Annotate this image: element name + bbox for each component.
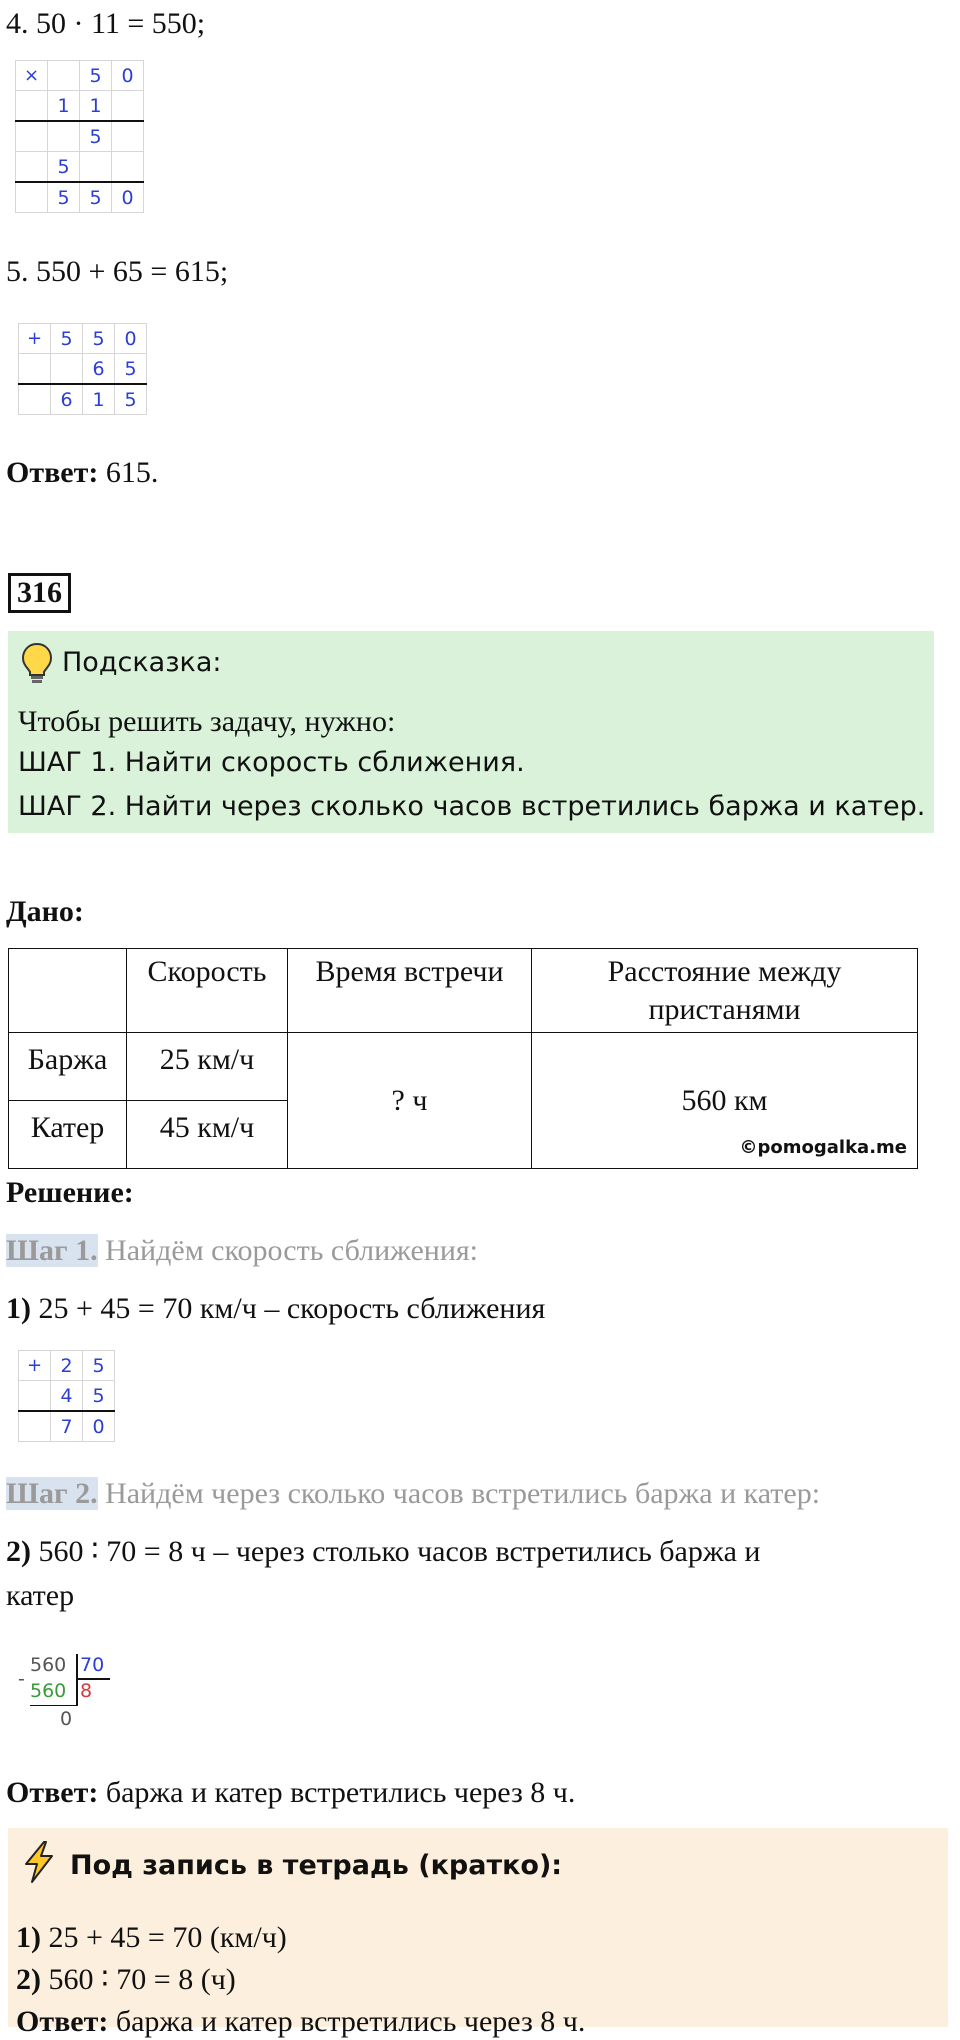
row-barge-name: Баржа: [9, 1033, 127, 1101]
watermark: ©pomogalka.me: [739, 1137, 907, 1158]
sol-step1-eq: 1) 25 + 45 = 70 км/ч – скорость сближения: [6, 1292, 546, 1325]
lightning-icon: [20, 1840, 58, 1884]
product: 560: [30, 1680, 67, 1702]
addition-grid: + 5 5 0 6 5 6 1 5: [18, 323, 147, 415]
hint-step-1: ШАГ 1. Найти скорость сближения.: [18, 747, 525, 778]
quotient: 8: [80, 1680, 93, 1702]
minus-sign: -: [18, 1668, 25, 1690]
given-table: [8, 948, 918, 1169]
hint-step-2: ШАГ 2. Найти через сколько часов встретились баржа и катер.: [18, 791, 926, 822]
lightbulb-icon: [20, 641, 54, 685]
header-empty: [9, 949, 127, 1033]
notebook-line-2: 2) 560 ∶ 70 = 8 (ч): [16, 1963, 236, 1996]
notebook-line-1: 1) 25 + 45 = 70 (км/ч): [16, 1921, 287, 1954]
sol-step1-heading: Шаг 1. Найдём скорость сближения:: [6, 1234, 479, 1267]
hint-title: Подсказка:: [62, 647, 222, 678]
sol-step2-eq: 2) 560 ∶ 70 = 8 ч – через столько часов встретились баржа и: [6, 1535, 761, 1568]
hint-intro: Чтобы решить задачу, нужно:: [18, 705, 396, 738]
step1-addition-grid: + 2 5 4 5 7 0: [18, 1350, 115, 1442]
answer-2: Ответ: баржа и катер встретились через 8 ч.: [6, 1776, 576, 1809]
multiplication-grid: × 5 0 1 1 5 5 5 5 0: [15, 60, 144, 213]
row-boat-name: Катер: [9, 1101, 127, 1169]
given-label: Дано:: [6, 895, 84, 928]
meeting-time: ? ч: [288, 1033, 532, 1169]
sol-step2-heading: Шаг 2. Найдём через сколько часов встретились баржа и катер:: [6, 1477, 821, 1510]
remainder: 0: [60, 1708, 73, 1730]
header-speed: Скорость: [127, 949, 288, 1033]
hint-box: [8, 631, 934, 833]
distance-cell: [532, 1033, 918, 1169]
row-boat-speed: 45 км/ч: [127, 1101, 288, 1169]
problem-number: 316: [8, 573, 71, 613]
long-division: [16, 1650, 126, 1740]
sol-step2-eq-cont: катер: [6, 1579, 75, 1612]
row-barge-speed: 25 км/ч: [127, 1033, 288, 1101]
header-distance: Расстояние между пристанями: [532, 949, 918, 1033]
step5-text: 5. 550 + 65 = 615;: [6, 255, 229, 288]
solution-label: Решение:: [6, 1176, 134, 1209]
answer-1: Ответ: 615.: [6, 456, 159, 489]
notebook-answer: Ответ: баржа и катер встретились через 8 ч.: [16, 2005, 586, 2038]
notebook-box: [8, 1828, 948, 2038]
dividend: 560: [30, 1654, 67, 1676]
header-time: Время встречи: [288, 949, 532, 1033]
distance-value: 560 км: [681, 1083, 768, 1117]
divisor: 70: [80, 1654, 105, 1676]
step4-text: 4. 50 · 11 = 550;: [6, 7, 206, 40]
notebook-title: Под запись в тетрадь (кратко):: [70, 1850, 563, 1881]
